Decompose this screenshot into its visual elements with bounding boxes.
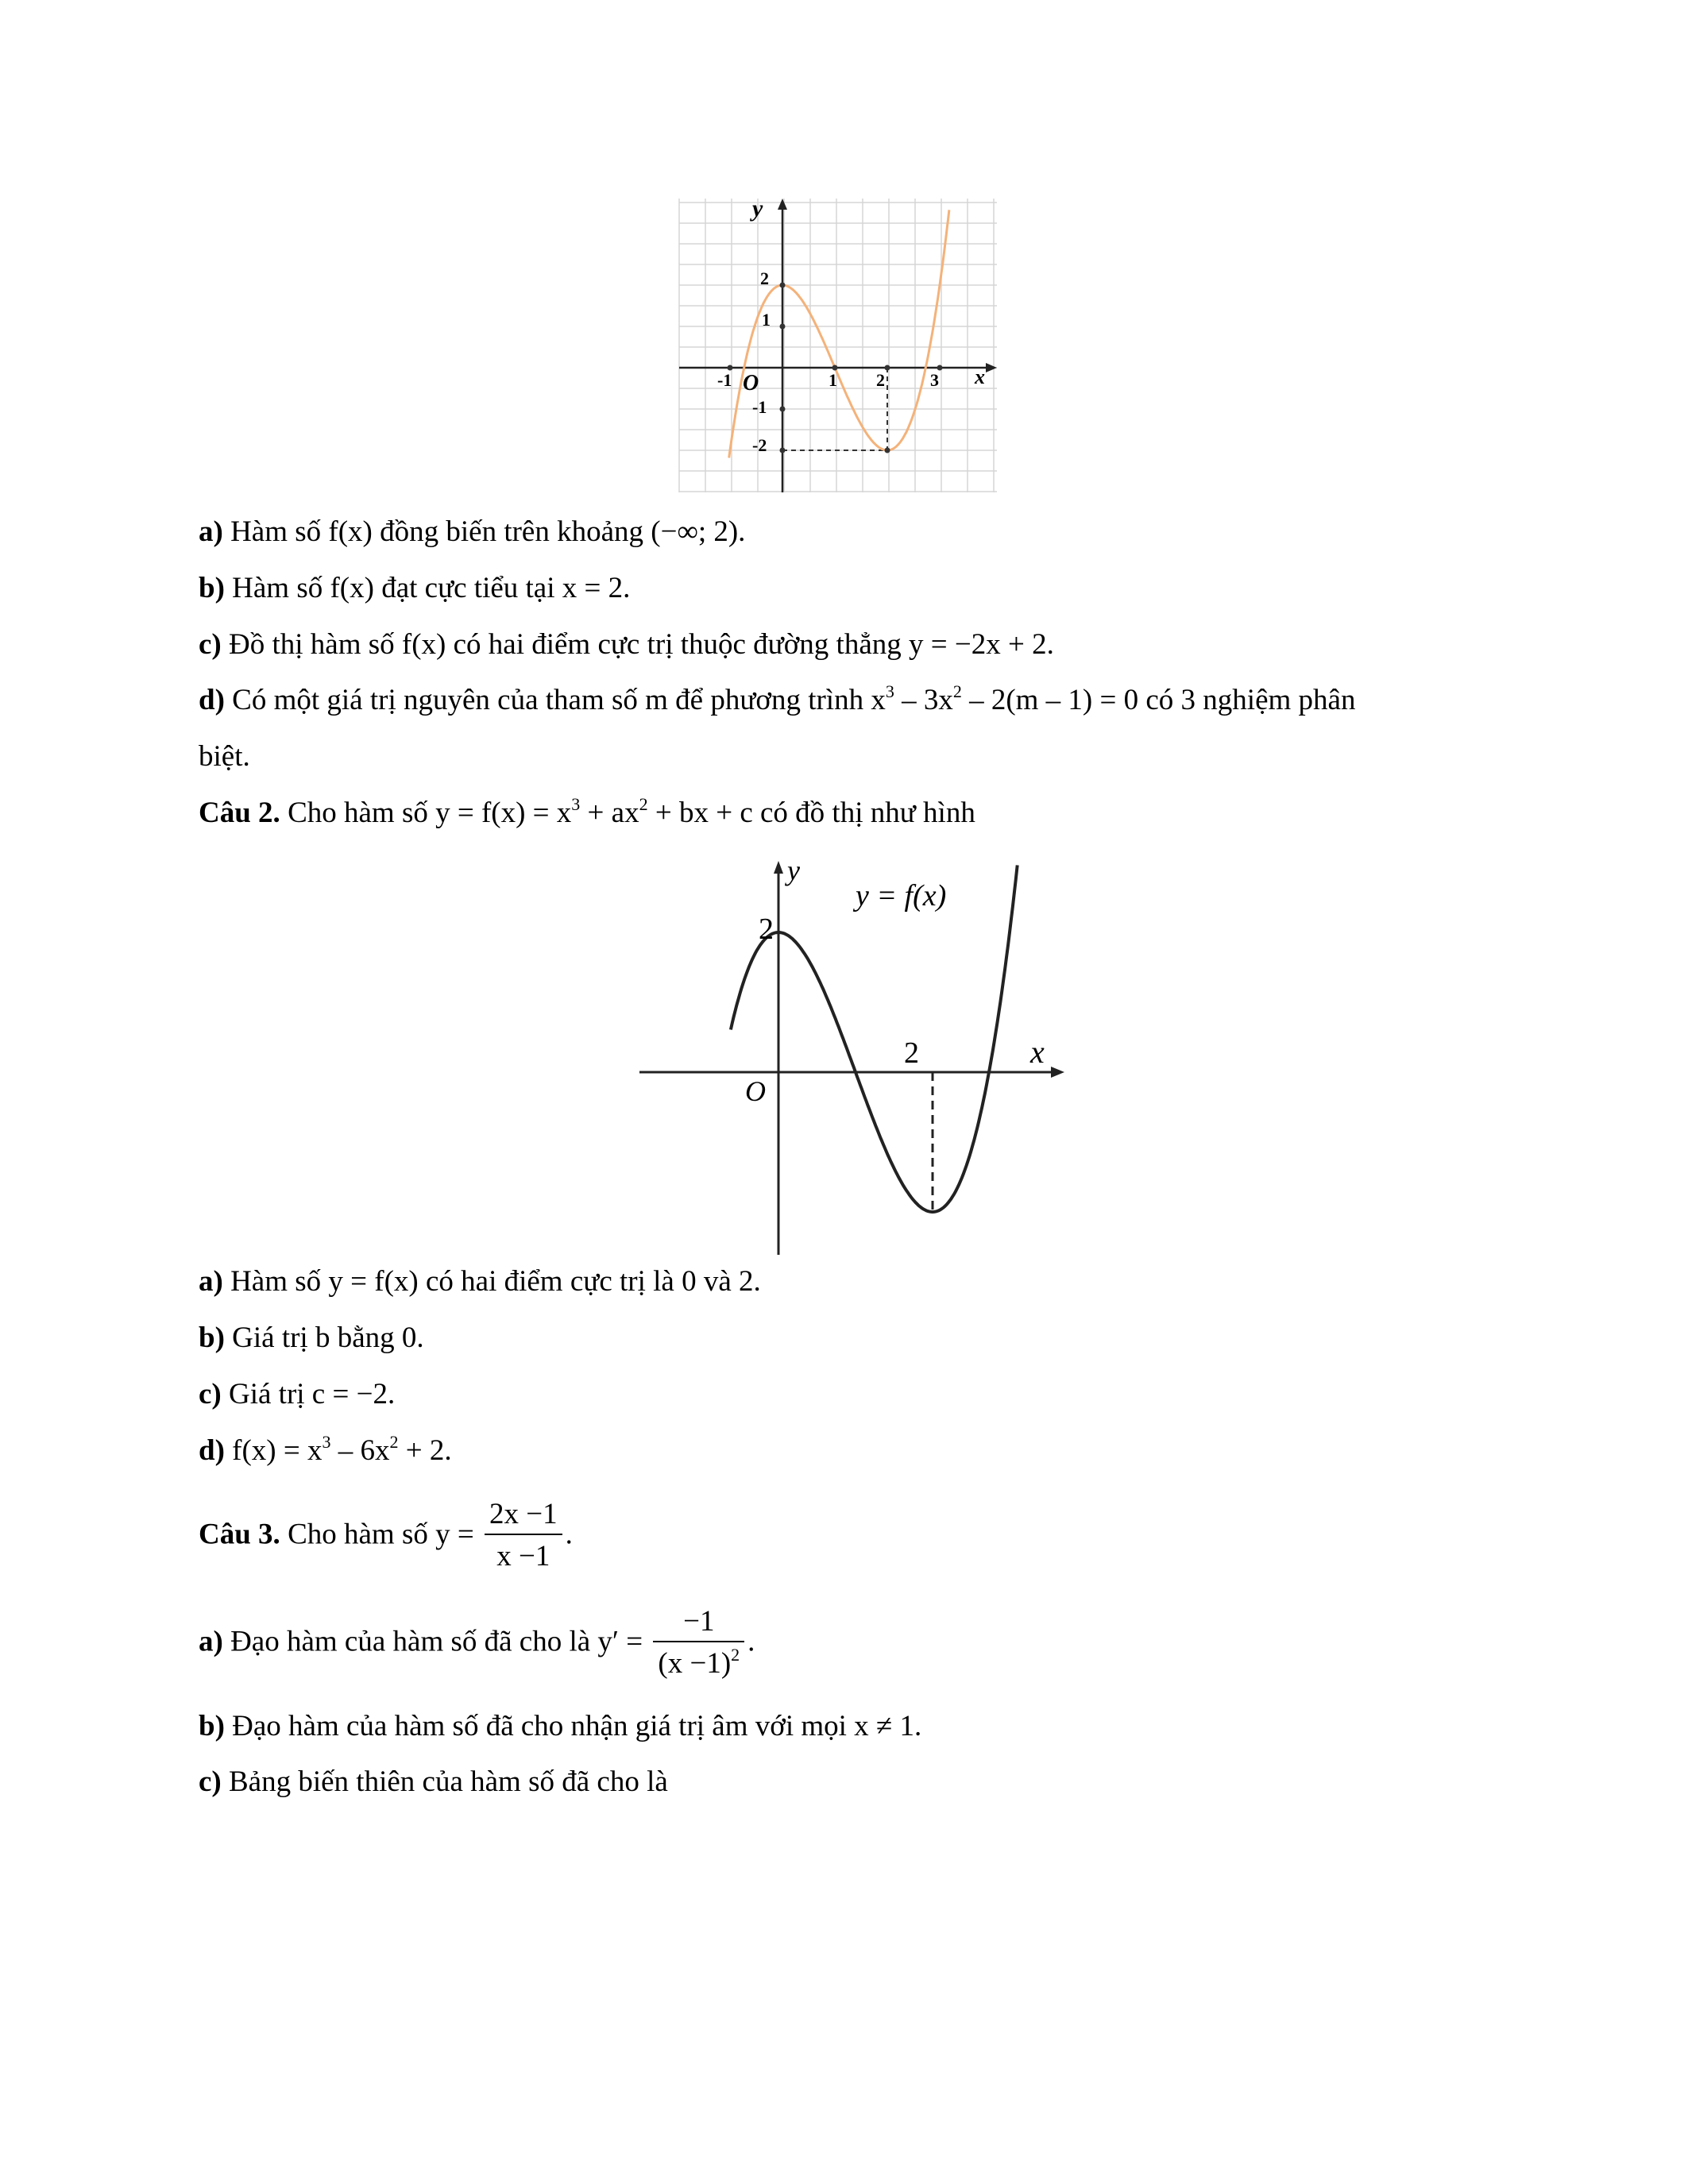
graph-2-y-arrow	[774, 861, 783, 874]
q2-item-a	[199, 1263, 761, 1301]
punctuation: .	[747, 1625, 755, 1658]
graph-2-y-label: y	[787, 855, 800, 886]
item-text: Đạo hàm của hàm số đã cho là	[230, 1625, 598, 1658]
item-label: d)	[199, 684, 225, 716]
item-text: + 2.	[398, 1434, 452, 1467]
graph-2-x-arrow	[1051, 1067, 1064, 1078]
question-text: Cho hàm số	[280, 1518, 436, 1551]
question-title: Câu 3.	[199, 1518, 280, 1551]
q3-intro	[199, 1497, 573, 1576]
item-text: Giá trị c = −2.	[229, 1378, 396, 1410]
math-lhs: y′ =	[597, 1625, 643, 1658]
fraction-numerator: −1	[653, 1604, 744, 1642]
fraction-numerator: 2x −1	[485, 1497, 562, 1535]
fraction	[485, 1497, 562, 1576]
item-text: Hàm số f(x) đạt cực tiểu tại x = 2.	[232, 572, 631, 604]
item-label: b)	[199, 1322, 225, 1354]
item-label: a)	[199, 515, 223, 548]
item-label: b)	[199, 1710, 225, 1742]
item-label: a)	[199, 1625, 223, 1658]
graph-1-xtick-label: 3	[930, 370, 939, 390]
q1-item-c	[199, 626, 1054, 664]
graph-1-y-arrow	[778, 199, 787, 210]
item-text: Hàm số f(x) đồng biến trên khoảng (−∞; 2).	[230, 515, 746, 548]
item-text: Bảng biến thiên của hàm số đã cho là	[229, 1765, 668, 1798]
item-label: c)	[199, 1765, 222, 1798]
question-text: Cho hàm số y = f(x) = x	[280, 797, 572, 829]
graph-1-ytick-label: -2	[752, 435, 767, 455]
question-text: + ax	[580, 797, 639, 829]
q2-item-b	[199, 1319, 424, 1357]
graph-1-ytick-label: 1	[762, 310, 771, 330]
graph-2-origin-label: O	[745, 1075, 766, 1107]
graph-2-ytick-label: 2	[759, 913, 774, 946]
fraction-denominator	[653, 1642, 744, 1684]
q2-intro	[199, 794, 975, 832]
graph-1-curve	[729, 210, 949, 457]
graph-2-curve-label: y = f(x)	[856, 879, 947, 913]
item-text: Đồ thị hàm số f(x) có hai điểm cực trị thuộc đường thẳng y = −2x + 2.	[229, 628, 1054, 661]
q1-item-d-continued	[199, 738, 250, 776]
q3-item-a	[199, 1604, 755, 1684]
graph-1	[679, 195, 997, 492]
punctuation: .	[565, 1518, 573, 1551]
item-label: d)	[199, 1434, 225, 1467]
graph-1-grid	[679, 199, 997, 492]
item-text: f(x) = x	[232, 1434, 323, 1467]
graph-1-ytick-label: -1	[752, 397, 767, 417]
q3-item-c	[199, 1763, 668, 1801]
exponent: 3	[322, 1432, 331, 1452]
exponent: 2	[952, 681, 962, 701]
q2-item-c	[199, 1376, 395, 1414]
graph-1-y-label: y	[752, 195, 763, 222]
fraction	[653, 1604, 744, 1684]
exponent: 3	[571, 794, 581, 814]
item-text: Giá trị b bằng 0.	[232, 1322, 424, 1354]
graph-1-x-label: x	[975, 365, 985, 388]
q2-item-d	[199, 1432, 452, 1470]
exponent: 2	[639, 794, 648, 814]
item-text: Hàm số y = f(x) có hai điểm cực trị là 0 và 2.	[230, 1265, 761, 1298]
exponent: 2	[731, 1645, 740, 1665]
item-text: Đạo hàm của hàm số đã cho nhận giá trị âm với mọi x ≠ 1.	[232, 1710, 922, 1742]
q1-item-a	[199, 513, 745, 551]
item-label: c)	[199, 628, 222, 661]
graph-2-xtick-label: 2	[904, 1036, 919, 1070]
graph-1-origin-label: O	[743, 371, 759, 396]
question-text: + bx + c có đồ thị như hình	[647, 797, 975, 829]
graph-1-xtick-label: -1	[717, 370, 732, 390]
q1-item-b	[199, 569, 630, 608]
denominator-base: (x −1)	[658, 1647, 732, 1680]
math-lhs: y =	[435, 1518, 474, 1551]
graph-1-xtick-label: 2	[876, 370, 885, 390]
item-label: c)	[199, 1378, 222, 1410]
graph-1-x-arrow	[986, 363, 997, 372]
graph-2-curve	[731, 865, 1018, 1212]
item-text: Có một giá trị nguyên của tham số m để phương trình x	[232, 684, 886, 716]
graph-1-ytick-label: 2	[760, 268, 769, 288]
item-text: – 6x	[330, 1434, 390, 1467]
item-text: biệt.	[199, 740, 250, 773]
q3-item-b	[199, 1707, 921, 1746]
item-text: – 2(m – 1) = 0 có 3 nghiệm phân	[961, 684, 1356, 716]
graph-1-xtick-label: 1	[829, 370, 837, 390]
item-label: a)	[199, 1265, 223, 1298]
graph-2-x-label: x	[1030, 1034, 1045, 1070]
exponent: 2	[389, 1432, 399, 1452]
item-text: – 3x	[894, 684, 953, 716]
item-label: b)	[199, 572, 225, 604]
q1-item-d	[199, 681, 1355, 720]
question-title: Câu 2.	[199, 797, 280, 829]
graph-2	[639, 855, 1076, 1255]
fraction-denominator: x −1	[496, 1540, 550, 1572]
exponent: 3	[885, 681, 894, 701]
